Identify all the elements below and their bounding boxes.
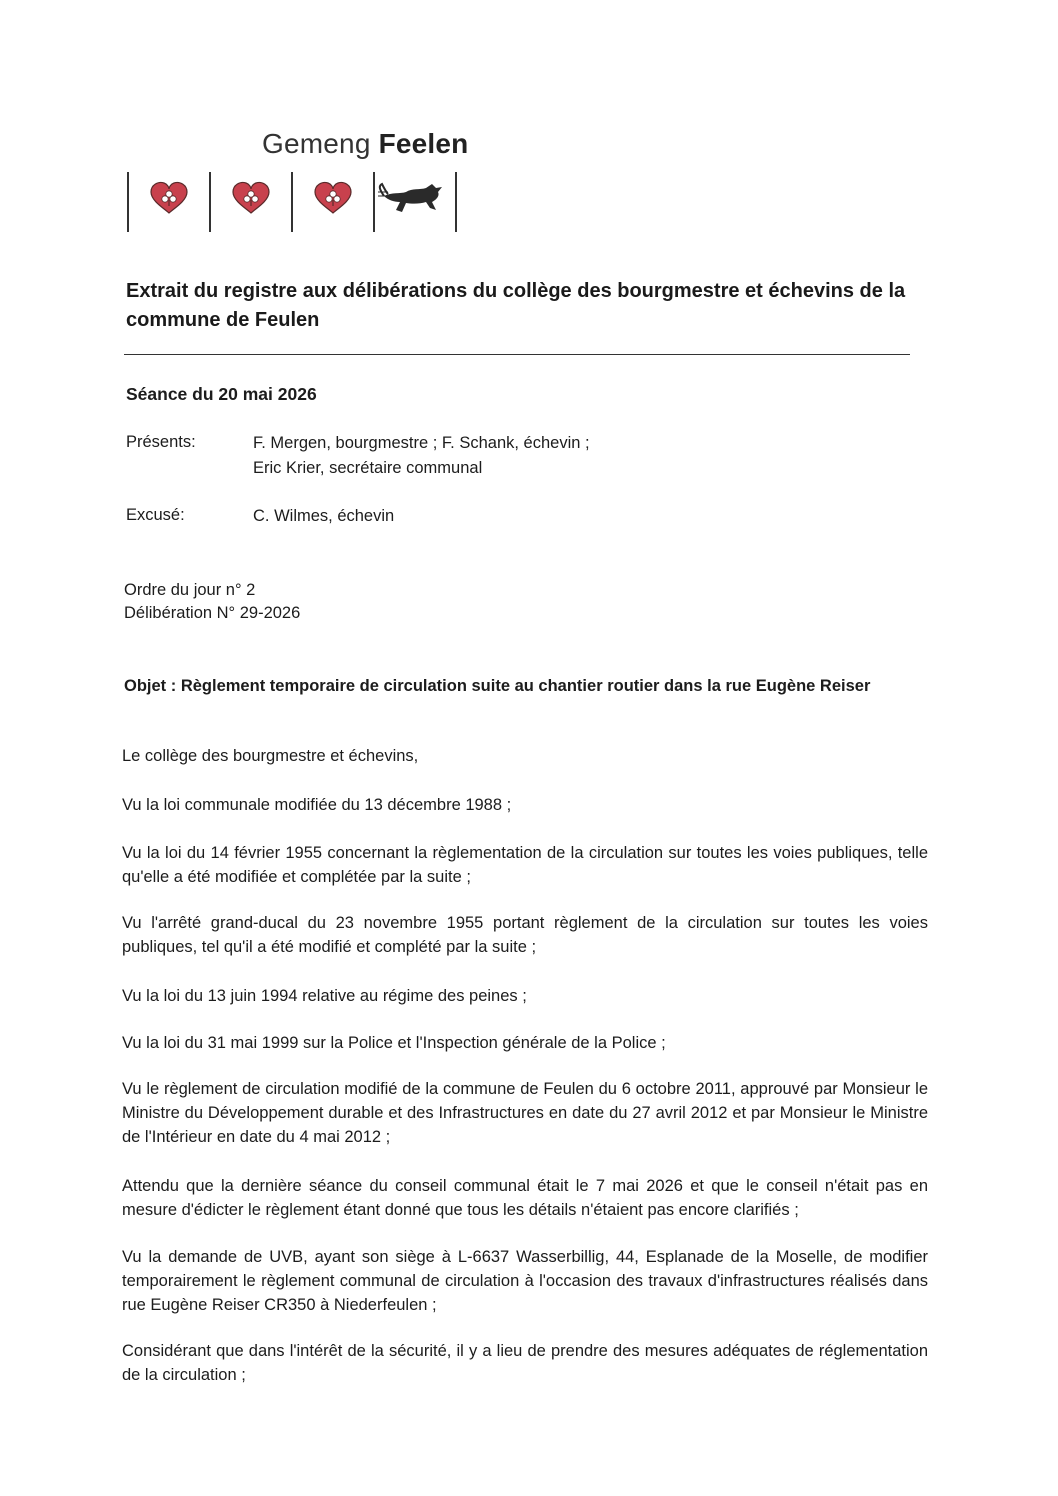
- paragraph: Vu la demande de UVB, ayant son siège à L-6637 Wasserbillig, 44, Esplanade de la Moselle, de modifier temporairement le règlement communal de circulation à l'occasion des travaux d'infrastructures réalisés dans rue Eugène Reiser CR350 à Niederfeulen ;: [122, 1248, 928, 1314]
- present-members: [253, 431, 590, 481]
- session-date: Séance du 20 mai 2026: [126, 384, 317, 404]
- intro-line: Le collège des bourgmestre et échevins,: [122, 747, 419, 765]
- paragraph: Vu l'arrêté grand-ducal du 23 novembre 1955 portant règlement de la circulation sur toutes les voies publiques, tel qu'il a été modifié et complété par la suite ;: [122, 914, 928, 956]
- paragraph: Vu la loi du 13 juin 1994 relative au régime des peines ;: [122, 987, 527, 1005]
- wolf-icon: [378, 184, 442, 212]
- document-title: Extrait du registre aux délibérations du collège des bourgmestre et échevins de la commune de Feulen: [126, 280, 906, 331]
- agenda-number: Ordre du jour n° 2: [124, 581, 256, 599]
- commune-name: [262, 128, 468, 160]
- heart-icon: [233, 182, 269, 213]
- title-divider: [124, 354, 910, 355]
- commune-name-bold: Feelen: [378, 128, 469, 159]
- present-line: F. Mergen, bourgmestre ; F. Schank, échevin ;: [253, 434, 590, 452]
- commune-name-regular: Gemeng: [262, 128, 371, 159]
- paragraph: Attendu que la dernière séance du conseil communal était le 7 mai 2026 et que le conseil n'était pas en mesure d'édicter le règlement étant donné que tous les détails n'étaient pas encore clarifiés ;: [122, 1177, 928, 1219]
- heart-icon: [151, 182, 187, 213]
- deliberation-number: Délibération N° 29-2026: [124, 604, 301, 622]
- object-line: Objet : Règlement temporaire de circulation suite au chantier routier dans la rue Eugène Reiser: [124, 677, 871, 695]
- commune-logo: [124, 128, 469, 238]
- excused-members: C. Wilmes, échevin: [253, 507, 395, 525]
- coat-of-arms-emblems: [124, 170, 464, 234]
- present-line: Eric Krier, secrétaire communal: [253, 459, 483, 477]
- excused-label: Excusé:: [126, 506, 185, 524]
- paragraph: Vu la loi du 31 mai 1999 sur la Police et l'Inspection générale de la Police ;: [122, 1034, 666, 1052]
- paragraph: Vu la loi du 14 février 1955 concernant la règlementation de la circulation sur toutes les voies publiques, telle qu'elle a été modifiée et complétée par la suite ;: [122, 844, 928, 886]
- present-label: Présents:: [126, 433, 196, 451]
- paragraph: Vu le règlement de circulation modifié de la commune de Feulen du 6 octobre 2011, approuvé par Monsieur le Ministre du Développement durable et des Infrastructures en date du 27 avril 2012 et par Monsieur le Ministre de l'Intérieur en date du 4 mai 2012 ;: [122, 1080, 928, 1146]
- heart-icon: [315, 182, 351, 213]
- paragraph: Vu la loi communale modifiée du 13 décembre 1988 ;: [122, 796, 512, 814]
- paragraph: Considérant que dans l'intérêt de la sécurité, il y a lieu de prendre des mesures adéquates de réglementation de la circulation ;: [122, 1342, 928, 1384]
